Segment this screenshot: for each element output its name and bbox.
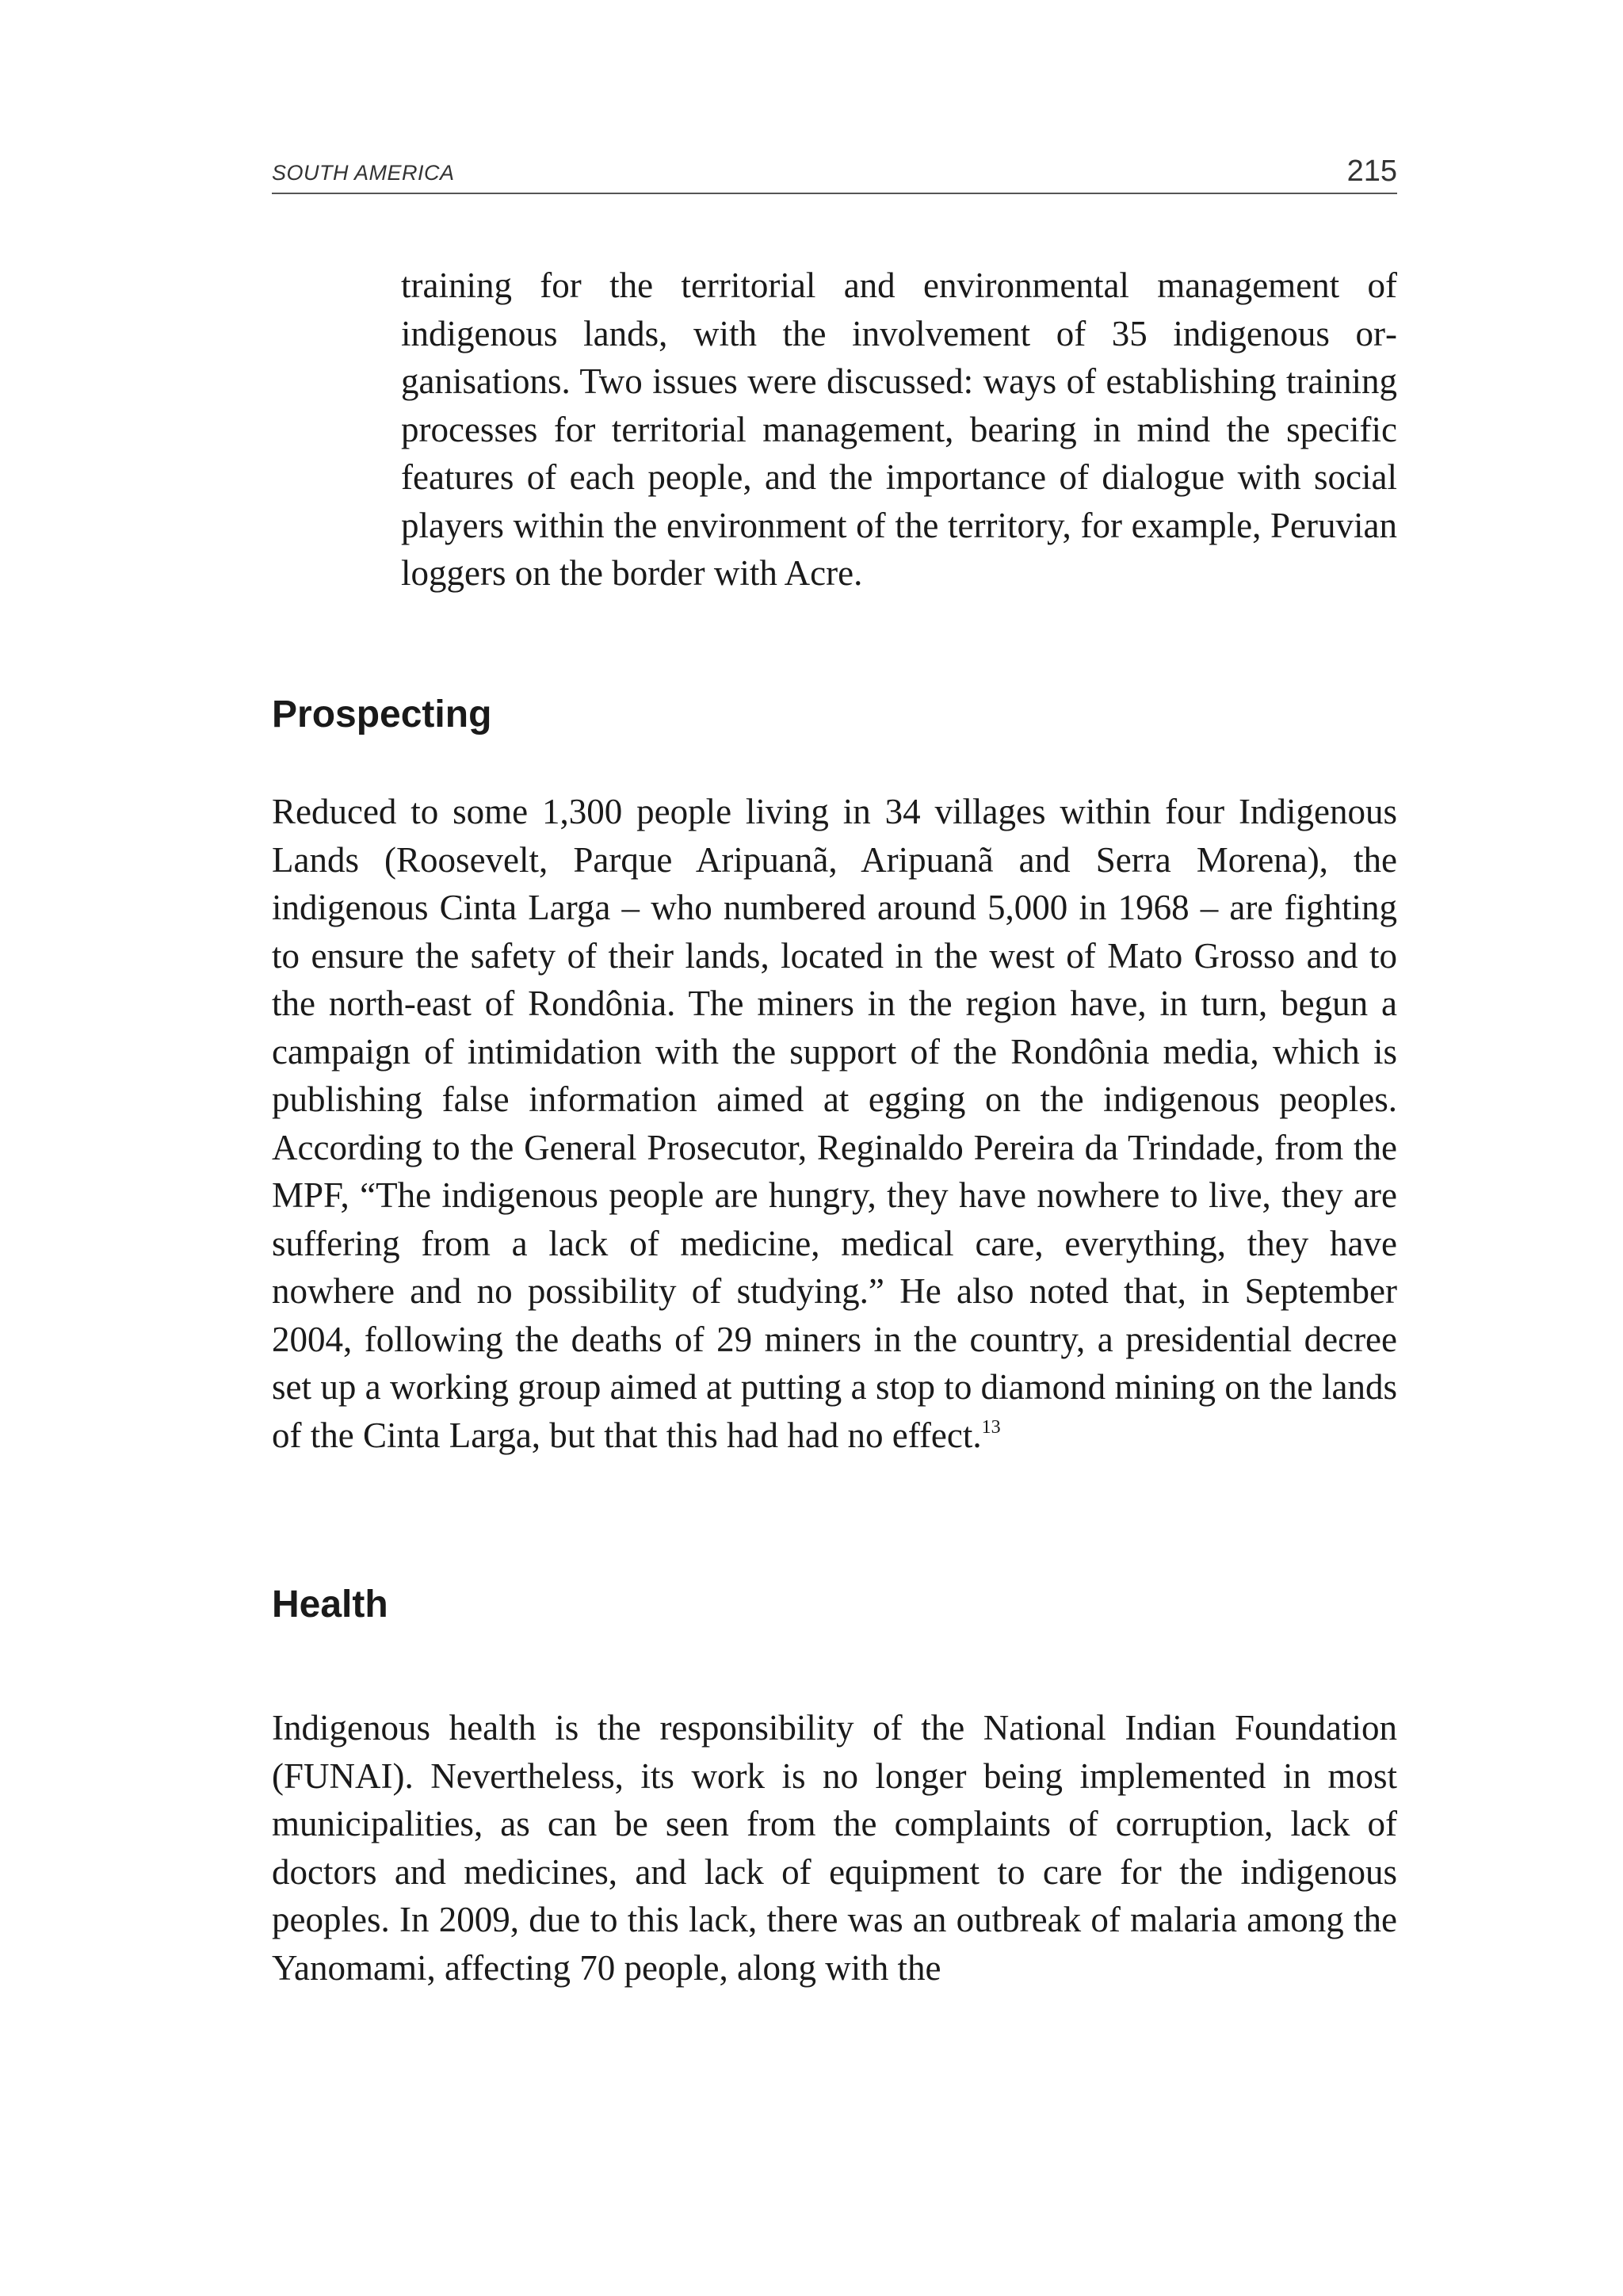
- footnote-reference[interactable]: 13: [981, 1416, 1001, 1438]
- health-paragraph: Indigenous health is the responsibility of the National Indian Foundation (FUNAI). Nevertheless, its work is no longer being implemented in most municipalities, as can be seen from the complaints of corruption, lack of doctors and medicines, and lack of equipment to care for the indigenous peoples. In 2009, due to this lack, there was an outbreak of malaria among the Yanomami, affecting 70 people, along with the: [272, 1708, 1397, 1988]
- section-heading-prospecting: Prospecting: [272, 693, 492, 735]
- running-head: [272, 153, 1397, 194]
- page-number: 215: [1346, 155, 1397, 188]
- section-heading-health: Health: [272, 1584, 388, 1626]
- prospecting-paragraph-text: Reduced to some 1,300 people living in 34 villages within four Indigenous Lands (Roosevelt, Parque Aripuanã, Aripuanã and Serra Morena), the indigenous Cinta Larga – who numbered around 5,000 in 1968 – are fighting to ensure the safety of their lands, located in the west of Mato Grosso and to the north-east of Rondônia. The miners in the region have, in turn, begun a campaign of intimidation with the support of the Rondônia media, which is publishing false information aimed at egging on the indigenous peoples. According to the General Prosecutor, Reginaldo Pereira da Trindade, from the MPF, “The indigenous people are hungry, they have nowhere to live, they are suffering from a lack of medicine, medical care, everything, they have nowhere and no possibility of studying.” He also noted that, in September 2004, following the deaths of 29 miners in the country, a presidential decree set up a working group aimed at putting a stop to diamond mining on the lands of the Cinta Larga, but that this had had no effect.: [272, 792, 1397, 1455]
- prospecting-paragraph: [272, 788, 1397, 1459]
- running-head-section-title: SOUTH AMERICA: [272, 161, 455, 185]
- continued-paragraph: training for the territorial and environmental management of indigenous lands, with the involvement of 35 indigenous organisations. Two issues were discussed: ways of establishing training processes for territorial management, bearing in mind the specific features of each people, and the importance of dialogue with social players within the environment of the territory, for example, Peruvian loggers on the border with Acre.: [401, 266, 1397, 593]
